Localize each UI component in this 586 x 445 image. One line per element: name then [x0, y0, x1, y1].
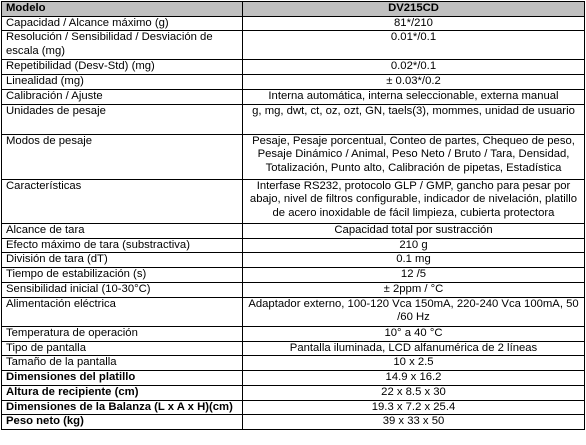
row-label: Altura de recipiente (cm)	[2, 385, 243, 400]
row-label: Tiempo de estabilización (s)	[2, 268, 243, 283]
row-label: Efecto máximo de tara (substractiva)	[2, 238, 243, 253]
row-label: Dimensiones de la Balanza (L x A x H)(cm)	[2, 400, 243, 415]
spec-table	[1, 1, 585, 430]
table-row	[2, 75, 585, 90]
row-label: Capacidad / Alcance máximo (g)	[2, 16, 243, 31]
table-row	[2, 134, 585, 179]
row-value: 10° a 40 °C	[243, 326, 585, 341]
row-value: 19.3 x 7.2 x 25.4	[243, 400, 585, 415]
row-label: Temperatura de operación	[2, 326, 243, 341]
row-label: Alimentación eléctrica	[2, 297, 243, 326]
row-label: Resolución / Sensibilidad / Desviación de escala (mg)	[2, 31, 243, 60]
table-row	[2, 371, 585, 386]
row-value: Interfase RS232, protocolo GLP / GMP, gancho para pesar por abajo, nivel de filtros configurable, indicador de nivelación, platillo de acero inoxidable de fácil limpieza, cubierta protectora	[243, 179, 585, 223]
row-value: 210 g	[243, 238, 585, 253]
row-value: Adaptador externo, 100-120 Vca 150mA, 220-240 Vca 100mA, 50 /60 Hz	[243, 297, 585, 326]
row-label: Repetibilidad (Desv-Std) (mg)	[2, 60, 243, 75]
row-label: Calibración / Ajuste	[2, 90, 243, 105]
row-label: Características	[2, 179, 243, 223]
row-value: 10 x 2.5	[243, 356, 585, 371]
row-label: Peso neto (kg)	[2, 415, 243, 430]
row-value: 0.01*/0.1	[243, 31, 585, 60]
row-label: Tipo de pantalla	[2, 341, 243, 356]
table-row	[2, 31, 585, 60]
row-label: Unidades de pesaje	[2, 104, 243, 134]
table-row	[2, 282, 585, 297]
table-row	[2, 90, 585, 105]
table-row	[2, 238, 585, 253]
table-row	[2, 297, 585, 326]
table-row	[2, 400, 585, 415]
table-row	[2, 415, 585, 430]
row-label: Alcance de tara	[2, 223, 243, 238]
table-row	[2, 341, 585, 356]
table-row	[2, 223, 585, 238]
table-header-row	[2, 2, 585, 17]
row-value: 0.02*/0.1	[243, 60, 585, 75]
row-value: 0.1 mg	[243, 253, 585, 268]
row-label: Tamaño de la pantalla	[2, 356, 243, 371]
row-value: 81*/210	[243, 16, 585, 31]
table-row	[2, 104, 585, 134]
table-row	[2, 356, 585, 371]
table-row	[2, 179, 585, 223]
row-value: Pesaje, Pesaje porcentual, Conteo de partes, Chequeo de peso, Pesaje Dinámico / Animal, Peso Neto / Bruto / Tara, Densidad, Totalización, Punto alto, Calibración de pipetas, Estadística	[243, 134, 585, 179]
row-value: 39 x 33 x 50	[243, 415, 585, 430]
row-value: Pantalla iluminada, LCD alfanumérica de 2 líneas	[243, 341, 585, 356]
table-row	[2, 253, 585, 268]
row-value: 14.9 x 16.2	[243, 371, 585, 386]
row-label: División de tara (dT)	[2, 253, 243, 268]
table-row	[2, 268, 585, 283]
row-label: Dimensiones del platillo	[2, 371, 243, 386]
row-value: g, mg, dwt, ct, oz, ozt, GN, taels(3), mommes, unidad de usuario	[243, 104, 585, 134]
table-row	[2, 326, 585, 341]
row-value: ± 2ppm / °C	[243, 282, 585, 297]
header-model-label: Modelo	[2, 2, 243, 17]
row-value: Interna automática, interna seleccionable, externa manual	[243, 90, 585, 105]
row-label: Modos de pesaje	[2, 134, 243, 179]
row-label: Linealidad (mg)	[2, 75, 243, 90]
table-row	[2, 385, 585, 400]
row-value: 22 x 8.5 x 30	[243, 385, 585, 400]
row-value: ± 0.03*/0.2	[243, 75, 585, 90]
table-row	[2, 60, 585, 75]
row-label: Sensibilidad inicial (10-30°C)	[2, 282, 243, 297]
row-value: Capacidad total por sustracción	[243, 223, 585, 238]
table-row	[2, 16, 585, 31]
header-model-value: DV215CD	[243, 2, 585, 17]
row-value: 12 /5	[243, 268, 585, 283]
